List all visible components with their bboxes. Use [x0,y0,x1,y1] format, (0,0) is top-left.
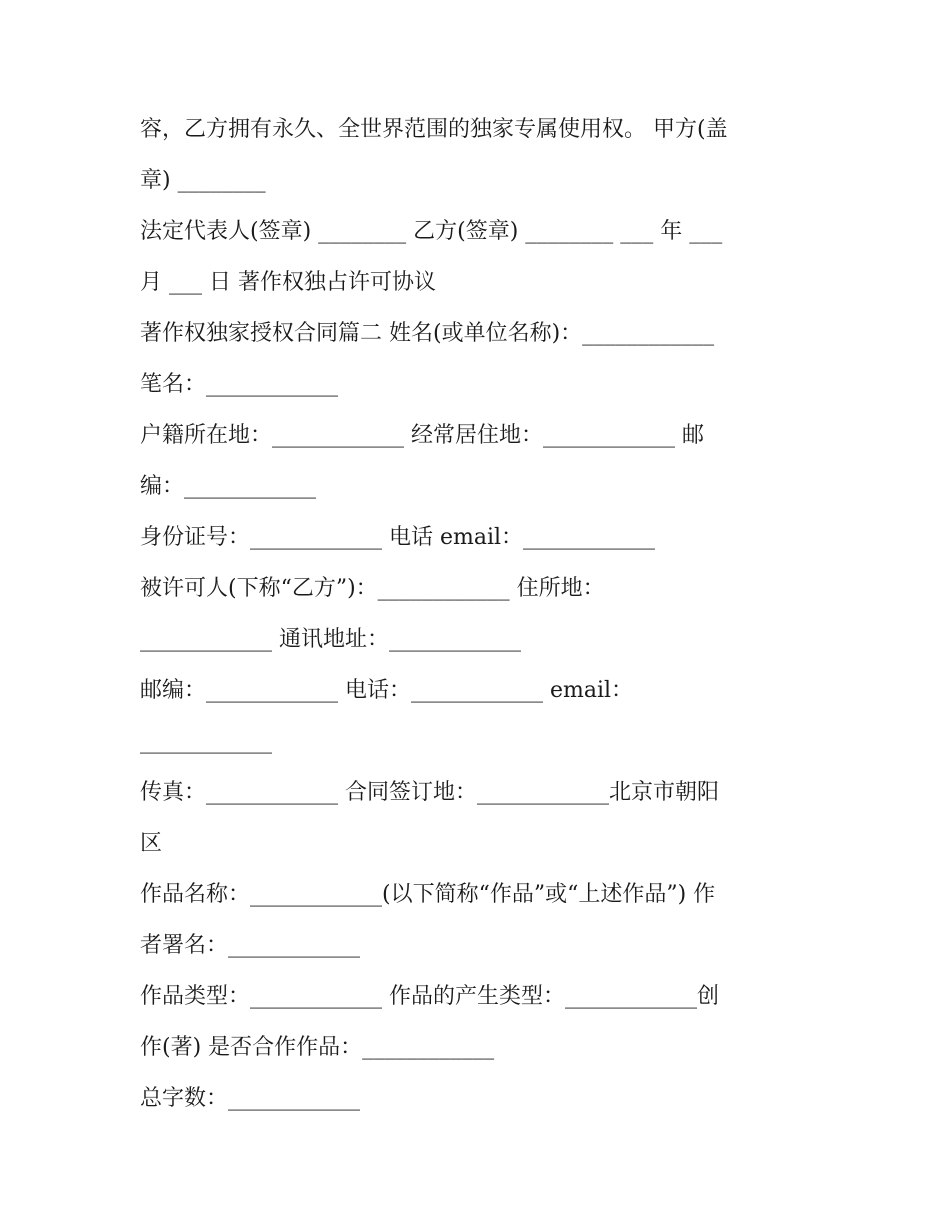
text-line: 传真：____________ 合同签订地：____________北京市朝阳 [140,780,719,805]
text-line: 户籍所在地：____________ 经常居住地：____________ 邮 [140,423,704,448]
text-line: 作(著) 是否合作作品：____________ [140,1035,495,1060]
text-line: 总字数：____________ [140,1086,361,1111]
text-line: 章) ________ [140,168,266,193]
text-line: 身份证号：____________ 电话 email：____________ [140,525,656,550]
text-line: 月 ___ 日 著作权独占许可协议 [140,270,436,295]
text-line: 容，乙方拥有永久、全世界范围的独家专属使用权。 甲方(盖 [140,117,728,142]
text-line: 邮编：____________ 电话：____________ email： [140,678,634,703]
text-line: 作品类型：____________ 作品的产生类型：____________创 [140,984,719,1009]
text-line: 笔名：____________ [140,372,339,397]
text-line: 者署名：____________ [140,933,361,958]
contract-body [140,104,810,1124]
text-line: 区 [140,831,163,856]
text-line: 被许可人(下称“乙方”)：____________ 住所地： [140,576,605,601]
text-line: ____________ [140,729,272,754]
text-line: 编：____________ [140,474,317,499]
text-line: 法定代表人(签章) ________ 乙方(签章) ________ ___ 年 ___ [140,219,723,244]
text-line: 作品名称：____________(以下简称“作品”或“上述作品”) 作 [140,882,716,907]
text-line: 著作权独家授权合同篇二 姓名(或单位名称)：____________ [140,321,715,346]
text-line: ____________ 通讯地址：____________ [140,627,521,652]
